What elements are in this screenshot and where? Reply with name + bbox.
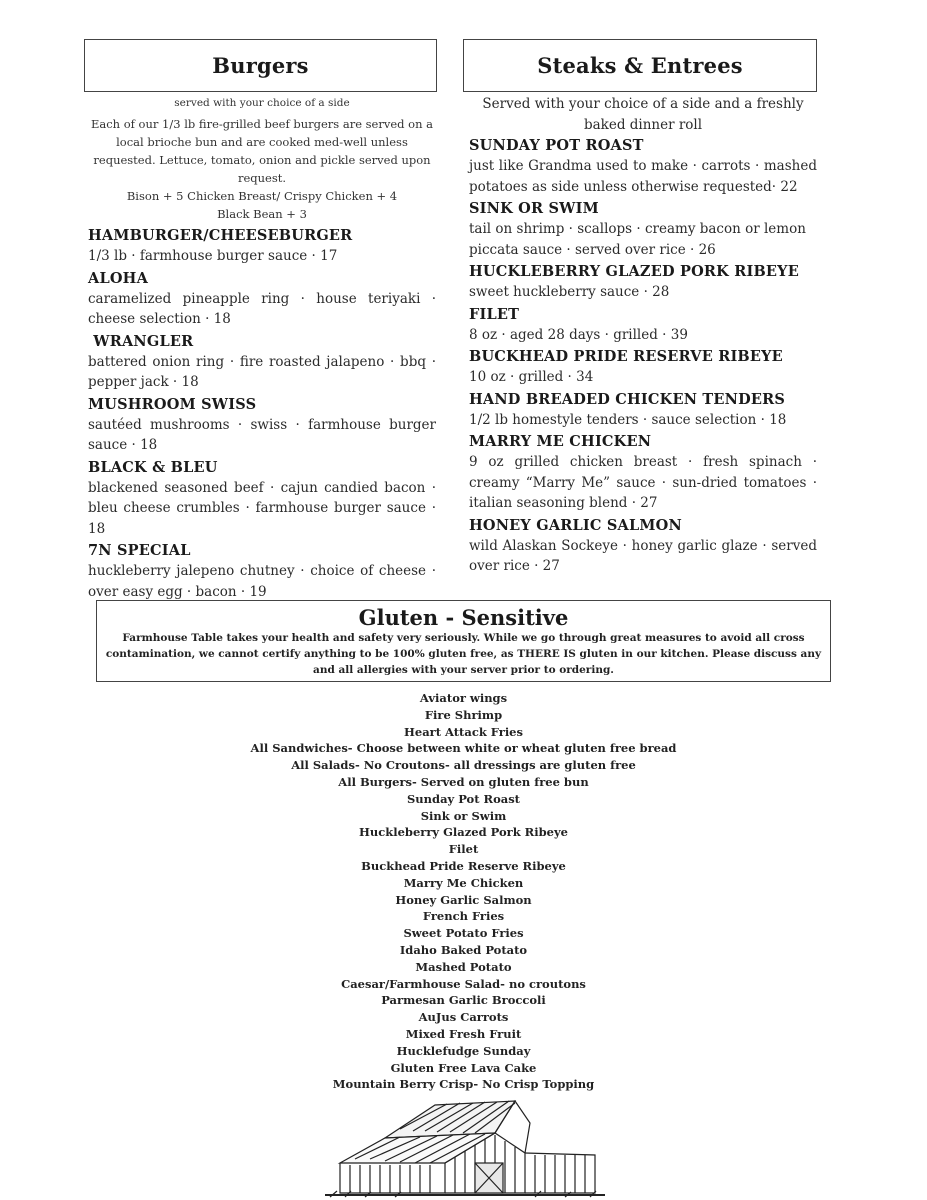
burgers-side-note: served with your choice of a side bbox=[174, 97, 350, 109]
entree-desc: 1/2 lb homestyle tenders · sauce selection · 18 bbox=[469, 411, 787, 428]
burgers-addons-line2: Black Bean + 3 bbox=[217, 207, 307, 221]
steaks-title: Steaks & Entrees bbox=[537, 53, 743, 78]
entree-desc: wild Alaskan Sockeye · honey garlic glaze · served over rice · 27 bbox=[469, 537, 817, 574]
entree-name: HUCKLEBERRY GLAZED PORK RIBEYE bbox=[469, 263, 799, 280]
gluten-item: Sink or Swim bbox=[420, 808, 507, 823]
burgers-title-box bbox=[84, 39, 437, 92]
gluten-item: Hucklefudge Sunday bbox=[396, 1043, 531, 1058]
gluten-item: Filet bbox=[448, 842, 479, 857]
gluten-list bbox=[200, 690, 727, 1093]
entree-name: HONEY GARLIC SALMON bbox=[469, 516, 682, 534]
entree-desc: just like Grandma used to make · carrots · mashed potatoes as side unless otherwise requested· 22 bbox=[469, 158, 817, 195]
steaks-section bbox=[469, 94, 817, 578]
burger-name: ALOHA bbox=[88, 269, 149, 287]
burger-desc: battered onion ring · fire roasted jalapeno · bbq · pepper jack · 18 bbox=[88, 353, 436, 390]
burgers-title: Burgers bbox=[212, 53, 309, 78]
gluten-item: Gluten Free Lava Cake bbox=[390, 1060, 537, 1075]
gluten-item: Aviator wings bbox=[419, 691, 508, 705]
gluten-item: All Salads- No Croutons- all dressings are gluten free bbox=[291, 758, 636, 773]
gluten-note: Farmhouse Table takes your health and safety very seriously. While we go through great measures to avoid all cross contamination, we cannot certify anything to be 100% gluten free, as THERE IS gluten in our kitchen. Please discuss any and all allergies with your server prior to ordering. bbox=[105, 632, 822, 676]
burger-name: MUSHROOM SWISS bbox=[88, 395, 257, 413]
gluten-item: Sweet Potato Fries bbox=[403, 926, 524, 941]
entree-name: BUCKHEAD PRIDE RESERVE RIBEYE bbox=[469, 348, 783, 365]
gluten-item: Huckleberry Glazed Pork Ribeye bbox=[359, 825, 568, 840]
barn-illustration bbox=[325, 1093, 605, 1198]
gluten-item: Caesar/Farmhouse Salad- no croutons bbox=[341, 976, 586, 991]
gluten-title: Gluten - Sensitive bbox=[358, 605, 569, 630]
gluten-item: Mashed Potato bbox=[415, 959, 512, 974]
burger-name: BLACK & BLEU bbox=[88, 458, 218, 476]
burger-desc: 1/3 lb · farmhouse burger sauce · 17 bbox=[88, 248, 338, 264]
gluten-item: French Fries bbox=[422, 909, 505, 924]
gluten-box bbox=[96, 600, 831, 682]
gluten-item: Honey Garlic Salmon bbox=[395, 892, 532, 907]
gluten-item: Marry Me Chicken bbox=[403, 875, 524, 890]
entree-name: FILET bbox=[469, 305, 520, 323]
gluten-item: AuJus Carrots bbox=[418, 1010, 509, 1025]
steaks-intro: Served with your choice of a side and a freshly baked dinner roll bbox=[482, 96, 804, 133]
burger-name: HAMBURGER/CHEESEBURGER bbox=[88, 227, 353, 244]
burgers-section bbox=[88, 95, 436, 603]
entree-name: MARRY ME CHICKEN bbox=[469, 433, 652, 450]
entree-desc: tail on shrimp · scallops · creamy bacon or lemon piccata sauce · served over rice · 26 bbox=[469, 221, 806, 258]
gluten-item: All Burgers- Served on gluten free bun bbox=[338, 774, 589, 789]
entree-name: HAND BREADED CHICKEN TENDERS bbox=[469, 390, 786, 408]
burgers-addons-line1: Bison + 5 Chicken Breast/ Crispy Chicken + 4 bbox=[126, 189, 398, 203]
steaks-title-box bbox=[463, 39, 817, 92]
gluten-item: Buckhead Pride Reserve Ribeye bbox=[361, 858, 566, 873]
gluten-item: Fire Shrimp bbox=[424, 707, 503, 722]
burgers-intro: Each of our 1/3 lb fire-grilled beef burgers are served on a local brioche bun and are cooked med-well unless requested. Lettuce, tomato, onion and pickle served upon request. bbox=[90, 117, 434, 185]
burger-desc: blackened seasoned beef · cajun candied bacon · bleu cheese crumbles · farmhouse burger sauce · 18 bbox=[88, 479, 436, 537]
entree-desc: 9 oz grilled chicken breast · fresh spinach · creamy “Marry Me” sauce · sun-dried tomatoes · italian seasoning blend · 27 bbox=[469, 454, 817, 511]
gluten-item: Idaho Baked Potato bbox=[399, 942, 528, 957]
gluten-item: Heart Attack Fries bbox=[404, 724, 523, 739]
gluten-item: All Sandwiches- Choose between white or wheat gluten free bread bbox=[250, 741, 677, 756]
gluten-item: Mixed Fresh Fruit bbox=[405, 1026, 522, 1041]
entree-desc: 8 oz · aged 28 days · grilled · 39 bbox=[469, 326, 688, 343]
burger-desc: sautéed mushrooms · swiss · farmhouse burger sauce · 18 bbox=[88, 416, 436, 453]
gluten-item: Mountain Berry Crisp- No Crisp Topping bbox=[332, 1077, 595, 1092]
burger-name: 7N SPECIAL bbox=[88, 542, 191, 559]
entree-name: SINK OR SWIM bbox=[469, 200, 599, 217]
entree-desc: 10 oz · grilled · 34 bbox=[469, 369, 594, 385]
burger-name: WRANGLER bbox=[88, 332, 194, 350]
entree-name: SUNDAY POT ROAST bbox=[469, 137, 644, 154]
entree-desc: sweet huckleberry sauce · 28 bbox=[469, 284, 670, 300]
burger-desc: huckleberry jalepeno chutney · choice of cheese · over easy egg · bacon · 19 bbox=[88, 563, 436, 600]
gluten-item: Sunday Pot Roast bbox=[407, 791, 520, 806]
gluten-item: Parmesan Garlic Broccoli bbox=[381, 993, 546, 1008]
burger-desc: caramelized pineapple ring · house teriyaki · cheese selection · 18 bbox=[88, 290, 436, 327]
